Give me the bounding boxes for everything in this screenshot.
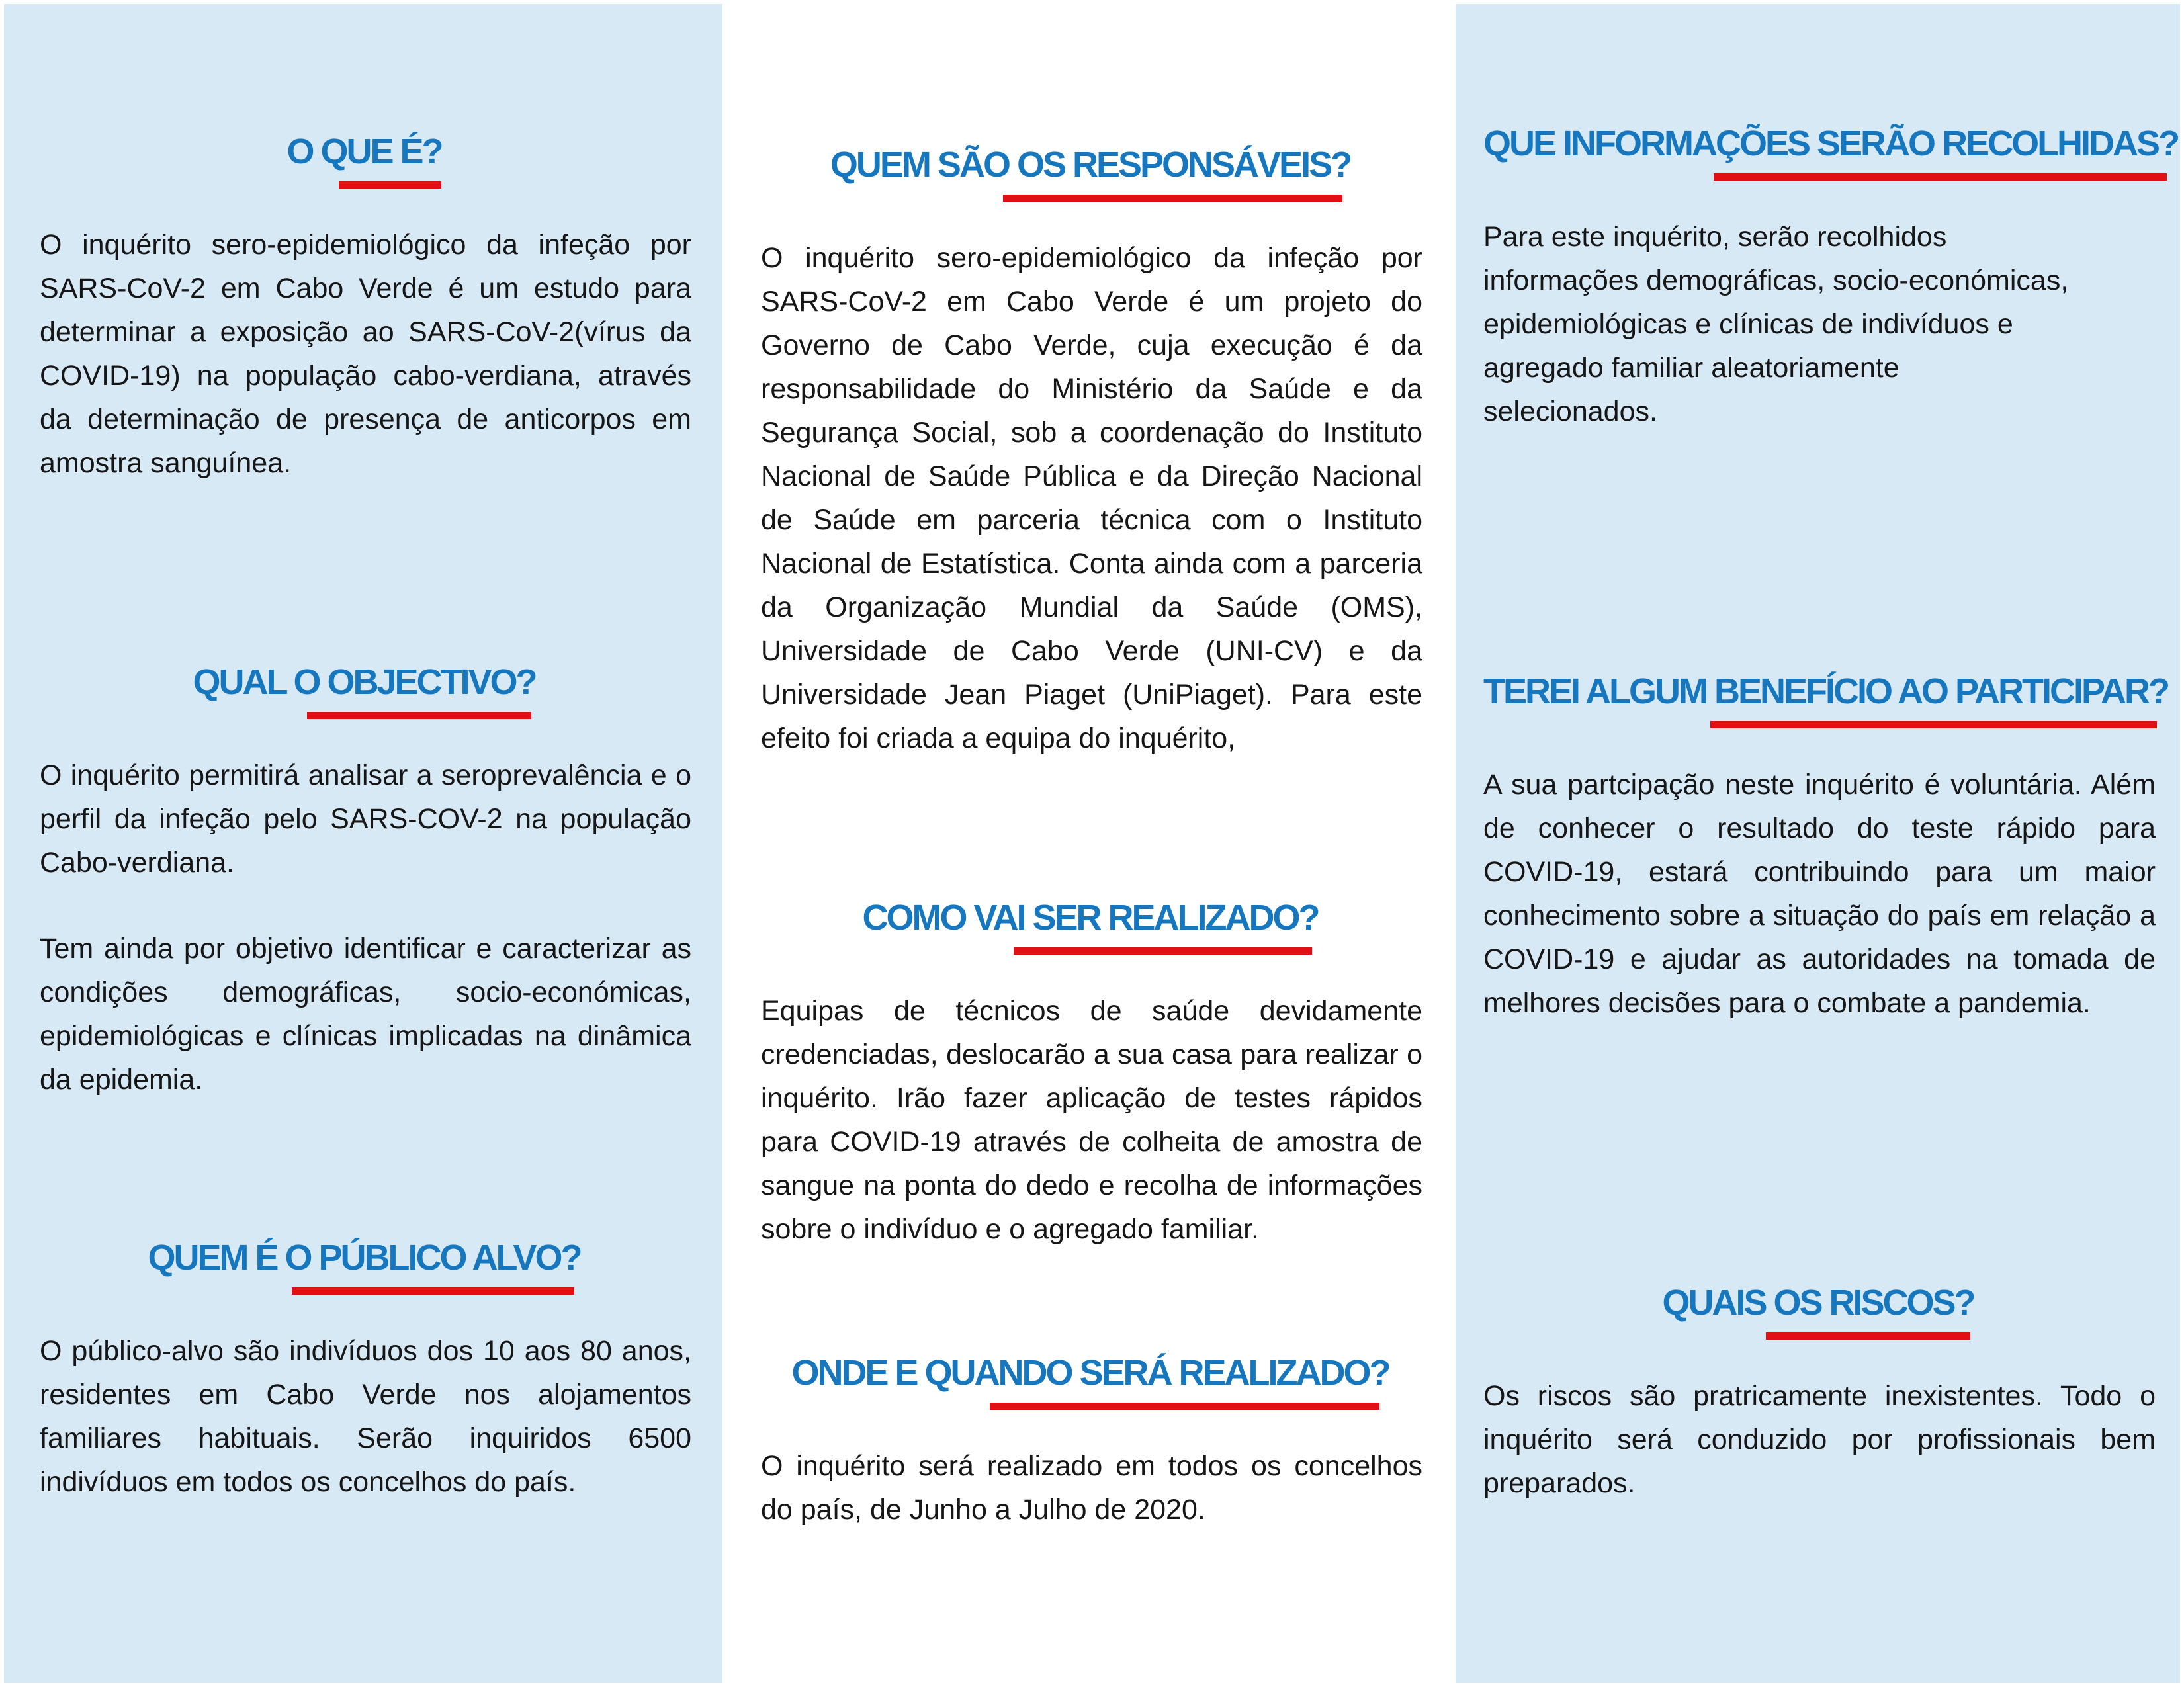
section-paragraph: Para este inquérito, serão recolhidos informações demográficas, socio-económicas, epidemiológicas e clínicas de indivíduos e agregado familiar aleatoriamente selecionados. [1483, 221, 2069, 427]
section [40, 662, 691, 1129]
section-heading-block [862, 897, 1321, 955]
section-heading-block [1483, 671, 2171, 728]
heading-underline-rule [1714, 173, 2167, 181]
section-heading-block [1662, 1282, 1976, 1340]
heading-underline-rule [292, 1287, 575, 1295]
section-heading-block [193, 662, 538, 719]
section-heading: ONDE E QUANDO SERÁ REALIZADO? [791, 1353, 1389, 1393]
right-column [1483, 0, 2179, 1687]
section-paragraph: Equipas de técnicos de saúde devidamente credenciadas, deslocarão a sua casa para realizar o inquérito. Irão fazer aplicação de testes rápidos para COVID-19 através de colheita de amostra de sangue na ponta do dedo e recolha de informações sobre o indivíduo e o agregado familiar. [761, 995, 1422, 1245]
heading-underline-rule [307, 712, 531, 719]
section-heading: TEREI ALGUM BENEFÍCIO AO PARTICIPAR? [1483, 671, 2168, 711]
section-heading-block [791, 1352, 1391, 1410]
section [40, 131, 691, 513]
section [761, 144, 1422, 788]
section-heading: QUEM É O PÚBLICO ALVO? [148, 1238, 581, 1277]
section-heading: O QUE É? [286, 132, 442, 171]
section-heading: QUE INFORMAÇÕES SERÃO RECOLHIDAS? [1483, 124, 2179, 163]
section [761, 897, 1422, 1279]
section-heading: QUEM SÃO OS RESPONSÁVEIS? [830, 145, 1351, 185]
section-heading-block [286, 131, 444, 189]
heading-underline-rule [1003, 195, 1343, 202]
middle-column [761, 0, 1422, 1687]
section [1483, 123, 2179, 461]
section [1483, 671, 2168, 1053]
section-paragraph: O inquérito sero-epidemiológico da infeção por SARS-CoV-2 em Cabo Verde é um projeto do Governo de Cabo Verde, cuja execução é da responsabilidade do Ministério da Saúde e da Segurança Social, sob a coordenação do Instituto Nacional de Saúde Pública e da Direção Nacional de Saúde em parceria técnica com o Instituto Nacional de Estatística. Conta ainda com a parceria da Organização Mundial da Saúde (OMS), Universidade de Cabo Verde (UNI-CV) e da Universidade Jean Piaget (UniPiaget). Para este efeito foi criada a equipa do inquérito, [761, 242, 1422, 754]
heading-underline-rule [1766, 1332, 1970, 1340]
section-heading: QUAIS OS RISCOS? [1662, 1283, 1974, 1322]
section-paragraph: Os riscos são pratricamente inexistentes. Todo o inquérito será conduzido por profissionais bem preparados. [1483, 1380, 2156, 1499]
section-heading: COMO VAI SER REALIZADO? [862, 898, 1319, 937]
section-paragraph: O inquérito sero-epidemiológico da infeção por SARS-CoV-2 em Cabo Verde é um estudo para determinar a exposição ao SARS-CoV-2(vírus da COVID-19) na população cabo-verdiana, através da determinação de presença de anticorpos em amostra sanguínea. [40, 229, 691, 479]
heading-underline-rule [339, 181, 441, 189]
heading-underline-rule [1710, 721, 2157, 728]
section-heading-block [148, 1237, 583, 1295]
section-paragraph: A sua partcipação neste inquérito é voluntária. Além de conhecer o resultado do teste rápido para COVID-19, estará contribuindo para um maior conhecimento sobre a situação do país em relação a COVID-19 e ajudar as autoridades na tomada de melhores decisões para o combate a pandemia. [1483, 769, 2156, 1019]
section-heading-block [830, 144, 1353, 202]
heading-underline-rule [990, 1403, 1380, 1410]
heading-underline-rule [1014, 947, 1311, 955]
section [761, 1352, 1422, 1559]
section-heading-block [1483, 123, 2181, 181]
section [40, 1237, 691, 1532]
left-column [40, 0, 691, 1687]
section-heading: QUAL O OBJECTIVO? [193, 662, 536, 702]
section-paragraph: Tem ainda por objetivo identificar e caracterizar as condições demográficas, socio-económicas, epidemiológicas e clínicas implicadas na dinâmica da epidemia. [40, 933, 691, 1096]
section-paragraph: O público-alvo são indivíduos dos 10 aos 80 anos, residentes em Cabo Verde nos alojamentos familiares habituais. Serão inquiridos 6500 indivíduos em todos os concelhos do país. [40, 1335, 691, 1498]
section-paragraph: O inquérito permitirá analisar a seroprevalência e o perfil da infeção pelo SARS-COV-2 na população Cabo-verdiana. [40, 759, 691, 879]
section-paragraph: O inquérito será realizado em todos os concelhos do país, de Junho a Julho de 2020. [761, 1450, 1422, 1526]
section [1483, 1282, 2156, 1533]
